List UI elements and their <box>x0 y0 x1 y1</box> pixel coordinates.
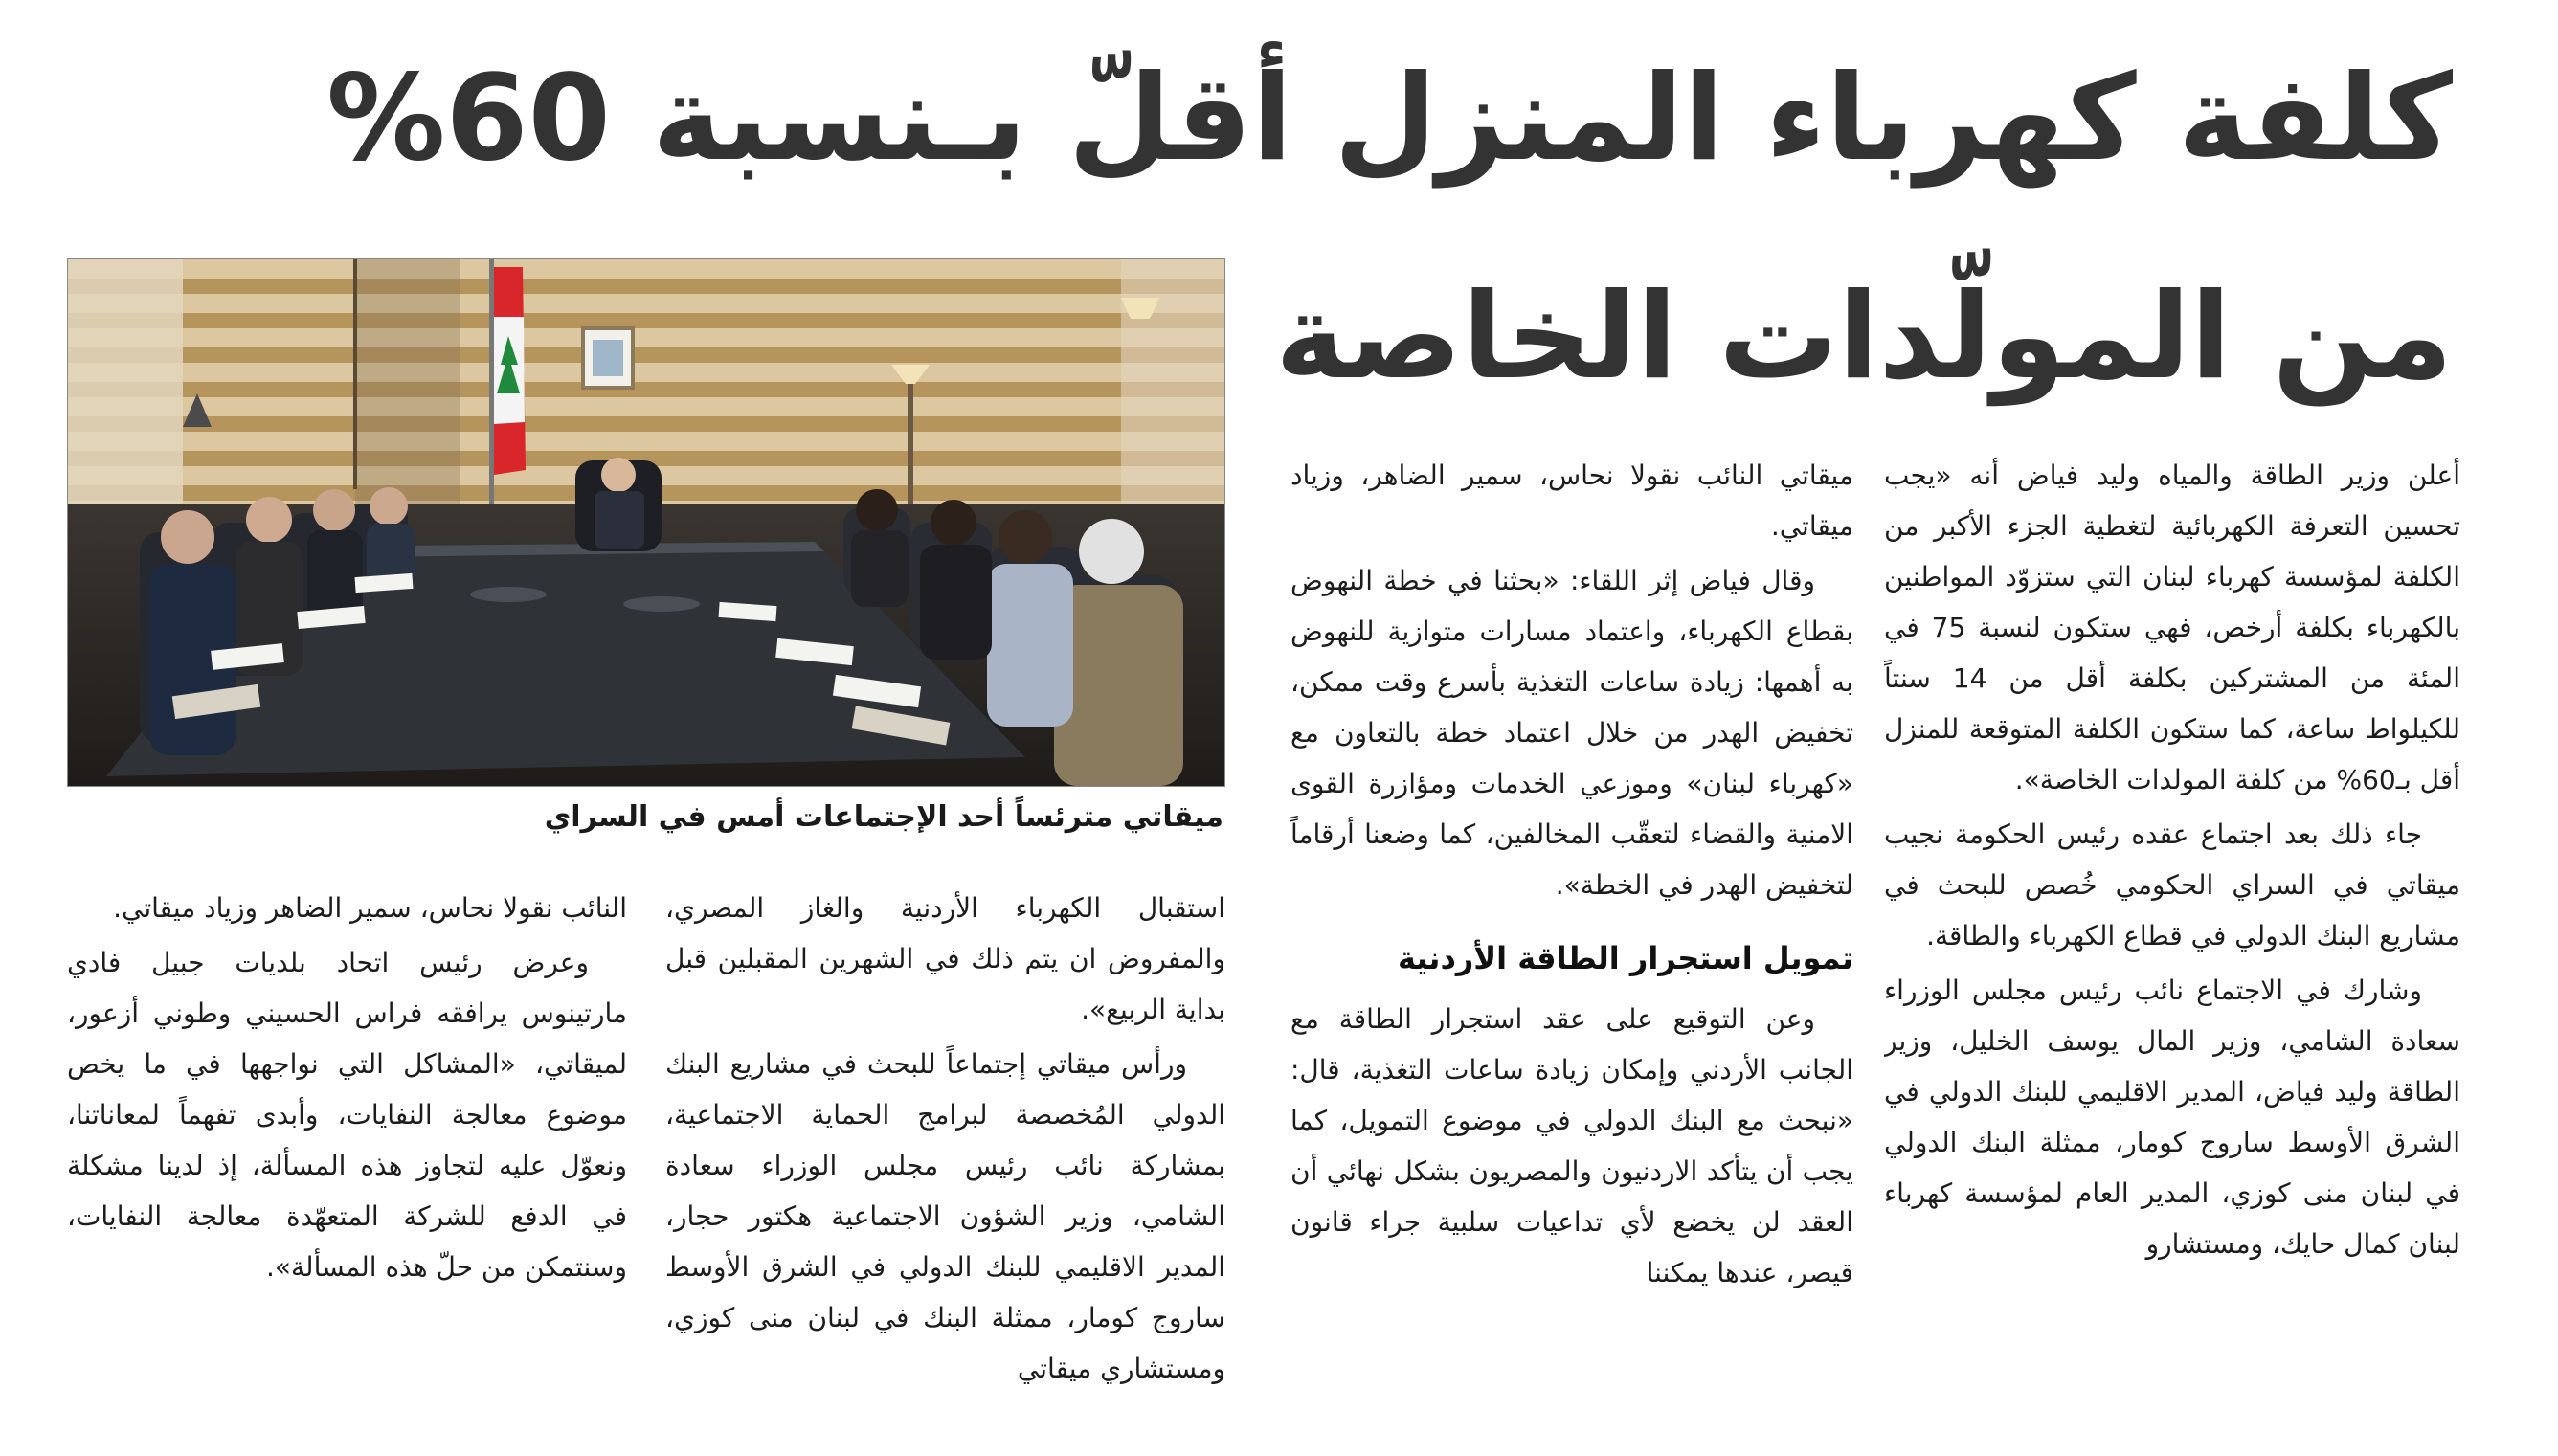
photo-caption: ميقاتي مترئساً أحد الإجتماعات أمس في السراي <box>544 800 1223 834</box>
headline-line-2: من المولّدات الخاصة <box>1275 268 2453 406</box>
article-column-2 <box>1290 450 1853 1445</box>
meeting-photo <box>67 258 1225 787</box>
meeting-photo-image <box>68 259 1224 786</box>
paragraph: وقال فياض إثر اللقاء: «بحثنا في خطة النهوض بقطاع الكهرباء، واعتماد مسارات متوازية للنهوض به أهمها: زيادة ساعات التغذية بأسرع وقت ممكن، تخفيض الهدر من خلال اعتماد خطة بالتعاون مع «كهرباء لبنان» وموزعي الخدمات ومؤازرة القوى الامنية والقضاء لتعقّب المخالفين، كما وضعنا أرقاماً لتخفيض الهدر في الخطة». <box>1290 565 1853 901</box>
paragraph: وعن التوقيع على عقد استجرار الطاقة مع الجانب الأردني وإمكان زيادة ساعات التغذية، قال: «نبحث مع البنك الدولي في موضوع التمويل، كما يجب أن يتأكد الاردنيون والمصريون بشكل نهائي أن العقد لن يخضع لأي تداعيات سلبية جراء قانون قيصر، عندها يمكننا <box>1290 1003 1853 1288</box>
paragraph: أعلن وزير الطاقة والمياه وليد فياض أنه «يجب تحسين التعرفة الكهربائية لتغطية الجزء الأكبر من الكلفة لمؤسسة كهرباء لبنان التي ستزوّد المواطنين بالكهرباء بكلفة أرخص، فهي ستكون لنسبة 75 في المئة من المشتركين بكلفة أقل من 14 سنتاً للكيلواط ساعة، كما ستكون الكلفة المتوقعة للمنزل أقل بـ60% من كلفة المولدات الخاصة». <box>1884 459 2460 795</box>
article-column-3 <box>665 883 1225 1447</box>
article-column-4 <box>67 883 627 1447</box>
paragraph: النائب نقولا نحاس، سمير الضاهر وزياد ميقاتي. <box>113 892 627 924</box>
headline-line-1: كلفة كهرباء المنزل أقلّ بـنسبة 60% <box>326 50 2453 188</box>
paragraph: وشارك في الاجتماع نائب رئيس مجلس الوزراء سعادة الشامي، وزير المال يوسف الخليل، وزير الطاقة وليد فياض، المدير الاقليمي للبنك الدولي في الشرق الأوسط ساروج كومار، ممثلة البنك الدولي في لبنان منى كوزي، المدير العام لمؤسسة كهرباء لبنان كمال حايك، ومستشارو <box>1884 974 2460 1260</box>
paragraph: جاء ذلك بعد اجتماع عقده رئيس الحكومة نجيب ميقاتي في السراي الحكومي خُصص للبحث في مشاريع البنك الدولي في قطاع الكهرباء والطاقة. <box>1884 818 2460 952</box>
paragraph: ورأس ميقاتي إجتماعاً للبحث في مشاريع البنك الدولي المُخصصة لبرامج الحماية الاجتماعية، بمشاركة نائب رئيس مجلس الوزراء سعادة الشامي، وزير الشؤون الاجتماعية هكتور حجار، المدير الاقليمي للبنك الدولي في الشرق الأوسط ساروج كومار، ممثلة البنك في لبنان منى كوزي، ومستشاري ميقاتي <box>665 1048 1225 1384</box>
subheading: تمويل استجرار الطاقة الأردنية <box>1397 940 1853 976</box>
paragraph: ميقاتي النائب نقولا نحاس، سمير الضاهر، وزياد ميقاتي. <box>1290 459 1853 542</box>
article-column-1 <box>1884 450 2460 1445</box>
paragraph: وعرض رئيس اتحاد بلديات جبيل فادي مارتينوس يرافقه فراس الحسيني وطوني أزعور، لميقاتي، «المشاكل التي نواجهها في ما يخص موضوع معالجة النفايات، وأبدى تفهماً لمعاناتنا، ونعوّل عليه لتجاوز هذه المسألة، إذ لدينا مشكلة في الدفع للشركة المتعهّدة معالجة النفايات، وسنتمكن من حلّ هذه المسألة». <box>67 947 627 1283</box>
paragraph: استقبال الكهرباء الأردنية والغاز المصري، والمفروض ان يتم ذلك في الشهرين المقبلين قبل بداية الربيع». <box>665 892 1225 1025</box>
